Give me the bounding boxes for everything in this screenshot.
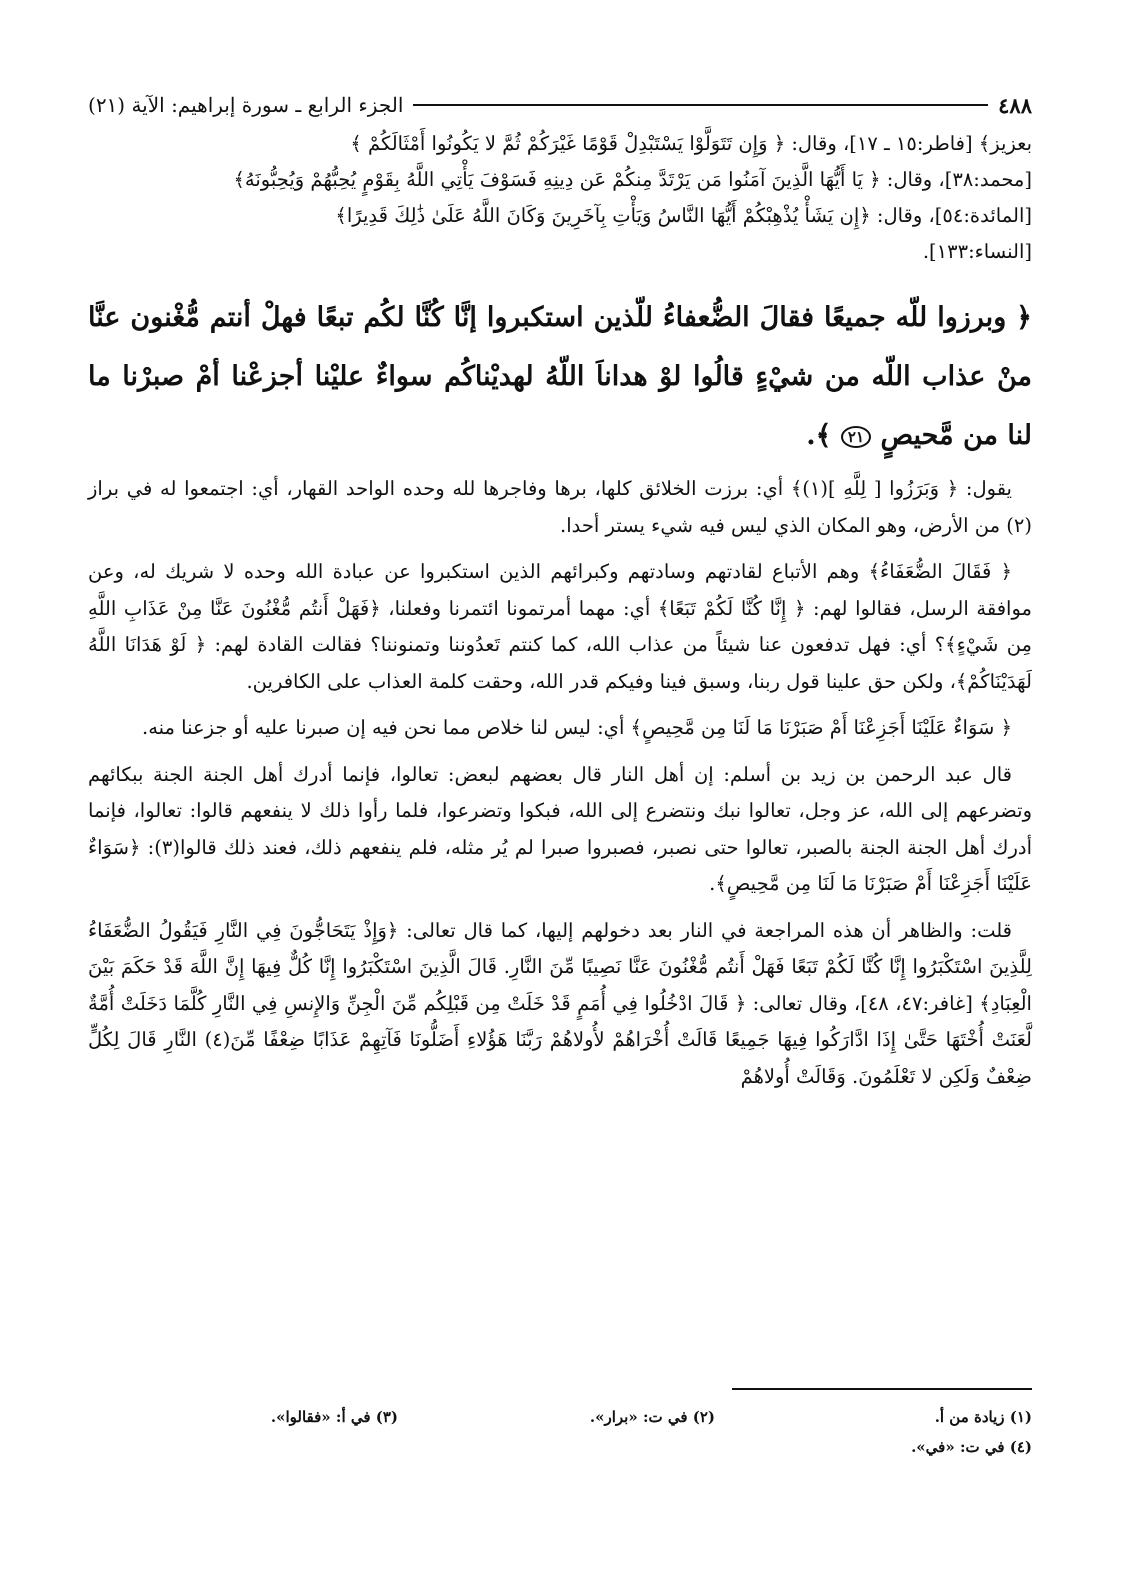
book-page	[88, 88, 1032, 1456]
footnote-4: (٤) في ت: «في».	[911, 1438, 1032, 1456]
commentary-paragraph: ﴿ سَوَاءٌ عَلَيْنَا أَجَزِعْنَا أَمْ صَبَرْنَا مَا لَنَا مِن مَّحِيصٍ﴾ أي: ليس لنا خلاص مما نحن فيه إن صبرنا عليه أو جزعنا منه.	[142, 716, 1012, 739]
verse-number-badge: ٢١	[841, 426, 871, 448]
commentary-paragraph: ﴿ فَقَالَ الضُّعَفَاءُ﴾ وهم الأتباع لقادتهم وسادتهم وكبرائهم الذين استكبروا عن عبادة الله وحده لا شريك له، وعن موافقة الرسل، فقالوا لهم: ﴿ إِنَّا كُنَّا لَكُمْ تَبَعًا﴾ أي: مهما أمرتمونا ائتمرنا وفعلنا، ﴿فَهَلْ أَنتُم مُّغْنُونَ عَنَّا مِنْ عَذَابِ اللَّهِ مِن شَيْءٍ﴾؟ أي: فهل تدفعون عنا شيئاً من عذاب الله، كما كنتم تَعدُوننا وتمنوننا؟ فقالت القادة لهم: ﴿ لَوْ هَدَانَا اللَّهُ لَهَدَيْنَاكُمْ﴾، ولكن حق علينا قول ربنا، وسبق فينا وفيكم قدر الله، وحقت كلمة العذاب على الكافرين.	[88, 560, 1032, 693]
running-title: الجزء الرابع ـ سورة إبراهيم: الآية (٢١)	[88, 93, 404, 117]
footnote-separator	[732, 1388, 1032, 1390]
verse-text: ﴿ وبرزوا للّه جميعًا فقالَ الضُّعفاءُ للّذين استكبروا إنَّا كُنَّا لكُم تبعًا فهلْ أنتم مُّغْنون عنَّا منْ عذاب اللّه من شيْءٍ قالُوا لوْ هداناَ اللّهُ لهديْناكُم سواءٌ عليْنا أجزعْنا أمْ صبرْنا ما لنا من مَّحيصٍ	[88, 302, 1032, 451]
commentary-paragraph: يقول: ﴿ وَبَرَزُوا [ لِلَّهِ ](١)﴾ أي: برزت الخلائق كلها، برها وفاجرها لله وحده الواحد القهار، أي: اجتمعوا له في براز (٢) من الأرض، وهو المكان الذي ليس فيه شيء يستر أحدا.	[88, 477, 1032, 537]
header-rule	[413, 104, 988, 106]
page-number: ٤٨٨	[998, 92, 1032, 118]
verse-closing: ﴾.	[806, 420, 832, 451]
footnote-1: (١) زيادة من أ.	[934, 1408, 1032, 1426]
footnotes	[88, 1402, 1032, 1462]
quran-verse	[88, 288, 1032, 465]
page-header	[88, 88, 1032, 122]
footnote-row	[88, 1402, 1032, 1432]
intro-line: [النساء:١٣٣].	[922, 240, 1032, 263]
intro-line: [المائدة:٥٤]، وقال: ﴿إِن يَشَأْ يُذْهِبْكُمْ أَيُّهَا النَّاسُ وَيَأْتِ بِآخَرِينَ وَكَانَ اللَّهُ عَلَىٰ ذَٰلِكَ قَدِيرًا﴾	[335, 204, 1032, 227]
footnote-row	[88, 1432, 1032, 1462]
commentary-paragraph: قال عبد الرحمن بن زيد بن أسلم: إن أهل النار قال بعضهم لبعض: تعالوا، فإنما أدرك أهل الجنة الجنة ببكائهم وتضرعهم إلى الله، عز وجل، تعالوا نبك ونتضرع إلى الله، فبكوا وتضرعوا، فلما رأوا ذلك لا ينفعهم قالوا: تعالوا، فإنما أدرك أهل الجنة الجنة بالصبر، تعالوا حتى نصبر، فصبروا صبرا لم يُر مثله، فلم ينفعهم ذلك، فعند ذلك قالوا(٣): ﴿سَوَاءٌ عَلَيْنَا أَجَزِعْنَا أَمْ صَبَرْنَا مَا لَنَا مِن مَّحِيصٍ﴾.	[88, 762, 1032, 895]
intro-block	[88, 126, 1032, 270]
intro-line: بعزيز﴾ [فاطر:١٥ ـ ١٧]، وقال: ﴿ وَإِن تَتَوَلَّوْا يَسْتَبْدِلْ قَوْمًا غَيْرَكُمْ ثُمَّ لا يَكُونُوا أَمْثَالَكُمْ ﴾	[350, 132, 1032, 155]
footnote-2: (٢) في ت: «برار».	[589, 1408, 715, 1426]
footnote-3: (٣) في أ: «فقالوا».	[270, 1408, 398, 1426]
intro-line: [محمد:٣٨]، وقال: ﴿ يَا أَيُّهَا الَّذِينَ آمَنُوا مَن يَرْتَدَّ مِنكُمْ عَن دِينِهِ فَسَوْفَ يَأْتِي اللَّهُ بِقَوْمٍ يُحِبُّهُمْ وَيُحِبُّونَهُ﴾	[233, 168, 1032, 191]
commentary-paragraph: قلت: والظاهر أن هذه المراجعة في النار بعد دخولهم إليها، كما قال تعالى: ﴿وَإِذْ يَتَحَاجُّونَ فِي النَّارِ فَيَقُولُ الضُّعَفَاءُ لِلَّذِينَ اسْتَكْبَرُوا إِنَّا كُنَّا لَكُمْ تَبَعًا فَهَلْ أَنتُم مُّغْنُونَ عَنَّا نَصِيبًا مِّنَ النَّارِ. قَالَ الَّذِينَ اسْتَكْبَرُوا إِنَّا كُلٌّ فِيهَا إِنَّ اللَّهَ قَدْ حَكَمَ بَيْنَ الْعِبَادِ﴾ [غافر:٤٧، ٤٨]، وقال تعالى: ﴿ قَالَ ادْخُلُوا فِي أُمَمٍ قَدْ خَلَتْ مِن قَبْلِكُم مِّنَ الْجِنِّ وَالإِنسِ فِي النَّارِ كُلَّمَا دَخَلَتْ أُمَّةٌ لَّعَنَتْ أُخْتَهَا حَتَّىٰ إِذَا ادَّارَكُوا فِيهَا جَمِيعًا قَالَتْ أُخْرَاهُمْ لأُولاهُمْ رَبَّنَا هَؤُلاءِ أَضَلُّونَا فَآتِهِمْ عَذَابًا ضِعْفًا مِّنَ(٤) النَّارِ قَالَ لِكُلٍّ ضِعْفٌ وَلَكِن لا تَعْلَمُونَ. وَقَالَتْ أُولاهُمْ	[88, 918, 1032, 1088]
